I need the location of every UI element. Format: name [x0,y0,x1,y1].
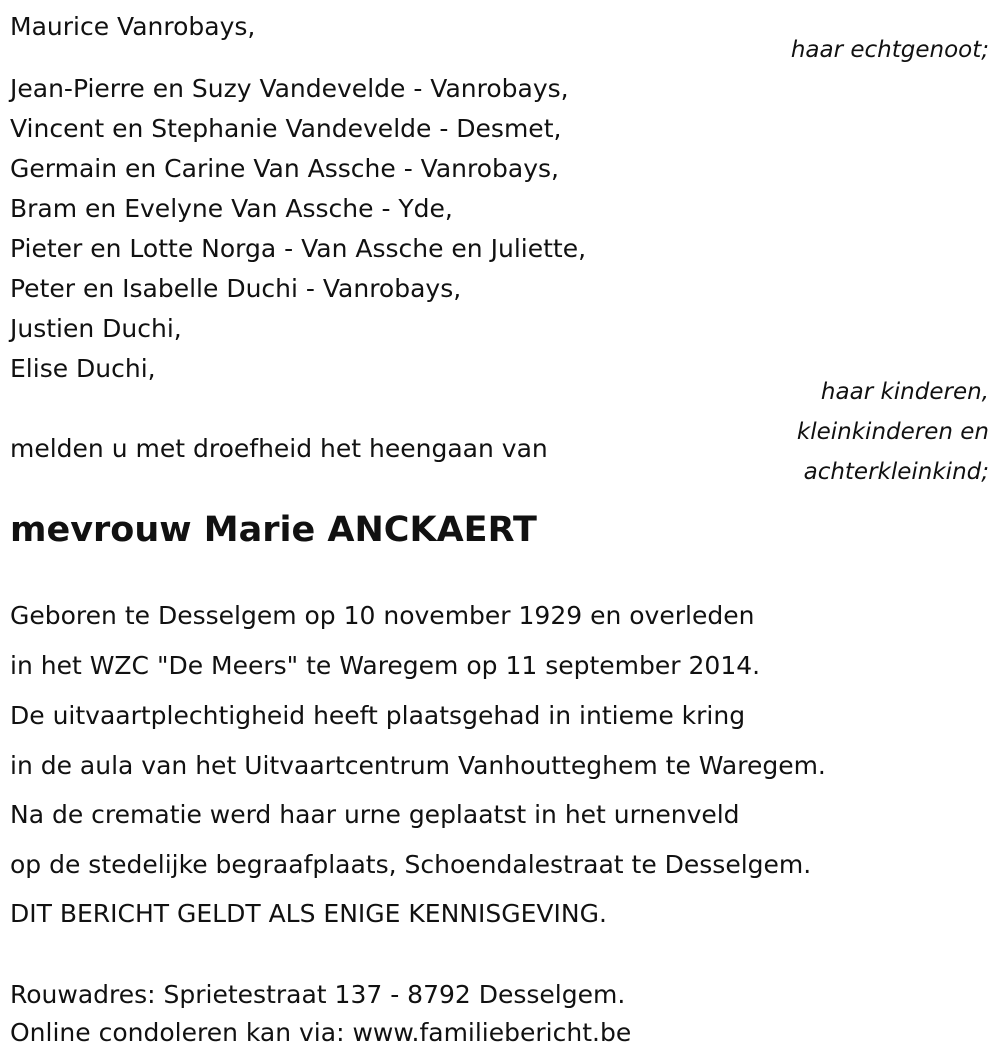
detail-line: De uitvaartplechtigheid heeft plaatsgehad in intieme kring [10,701,746,730]
deceased-name: mevrouw Marie ANCKAERT [10,510,537,550]
family-member: Vincent en Stephanie Vandevelde - Desmet, [10,114,562,143]
spouse-role: haar echtgenoot; [790,37,989,63]
family-member: Elise Duchi, [10,354,156,383]
detail-line: Geboren te Desselgem op 10 november 1929 en overleden [10,601,755,630]
spouse-name: Maurice Vanrobays, [10,12,256,41]
family-role: haar kinderen, [820,379,989,405]
detail-line: op de stedelijke begraafplaats, Schoendalestraat te Desselgem. [10,850,812,879]
condolence-link[interactable]: www.familiebericht.be [352,1018,632,1047]
family-member: Germain en Carine Van Assche - Vanrobays, [10,154,559,183]
family-member: Pieter en Lotte Norga - Van Assche en Juliette, [10,234,587,263]
family-member: Peter en Isabelle Duchi - Vanrobays, [10,274,462,303]
family-role: kleinkinderen en [796,419,989,445]
family-member: Justien Duchi, [10,314,182,343]
detail-line: in de aula van het Uitvaartcentrum Vanhoutteghem te Waregem. [10,751,826,780]
announcement-text: melden u met droefheid het heengaan van [10,434,548,463]
detail-line: Na de crematie werd haar urne geplaatst in het urnenveld [10,800,740,829]
detail-line: in het WZC "De Meers" te Waregem op 11 september 2014. [10,651,761,680]
family-member: Jean-Pierre en Suzy Vandevelde - Vanrobays, [10,74,569,103]
family-role: achterkleinkind; [803,459,989,485]
family-member: Bram en Evelyne Van Assche - Yde, [10,194,453,223]
detail-line: DIT BERICHT GELDT ALS ENIGE KENNISGEVING. [10,899,607,928]
online-condolence [10,1018,631,1048]
condolence-prefix: Online condoleren kan via: [10,1018,353,1047]
mourning-address: Rouwadres: Sprietestraat 137 - 8792 Desselgem. [10,980,626,1009]
